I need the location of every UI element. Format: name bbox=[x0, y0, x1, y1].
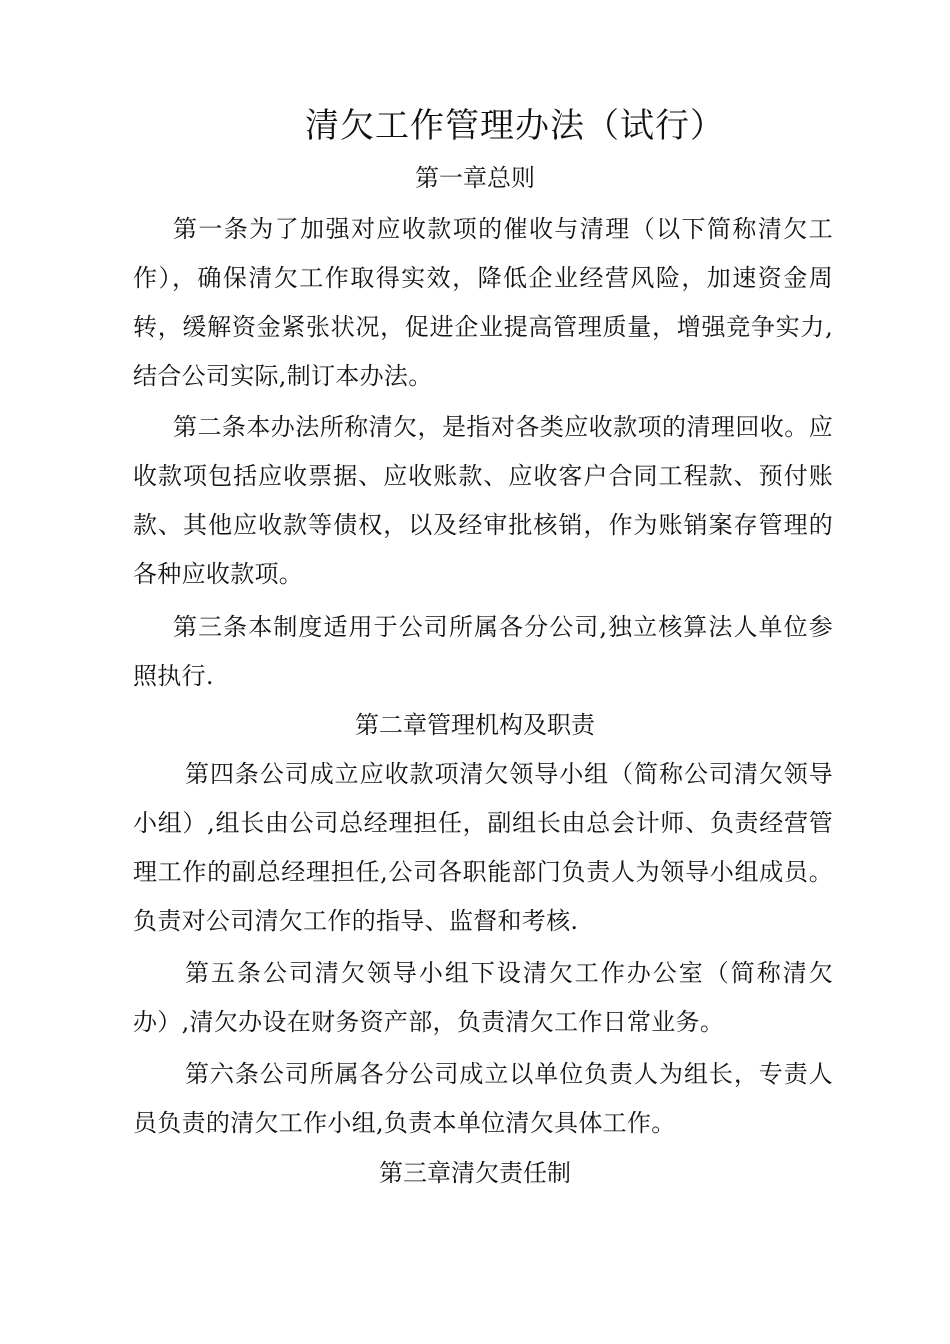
article-2: 第二条本办法所称清欠，是指对各类应收款项的清理回收。应收款项包括应收票据、应收账款、应收客户合同工程款、预付账款、其他应收款等债权，以及经审批核销，作为账销案存管理的各种应收款项。 bbox=[133, 413, 833, 588]
article-5: 第五条公司清欠领导小组下设清欠工作办公室（简称清欠办）,清欠办设在财务资产部，负责清欠工作日常业务。 bbox=[133, 959, 833, 1036]
document-title: 清欠工作管理办法（试行） bbox=[305, 106, 725, 146]
chapter-heading-2: 第二章管理机构及职责 bbox=[355, 711, 595, 739]
article-4: 第四条公司成立应收款项清欠领导小组（简称公司清欠领导小组）,组长由公司总经理担任，副组长由总会计师、负责经营管理工作的副总经理担任,公司各职能部门负责人为领导小组成员。负责对公司清欠工作的指导、监督和考核. bbox=[133, 760, 833, 935]
article-1: 第一条为了加强对应收款项的催收与清理（以下简称清欠工作），确保清欠工作取得实效，降低企业经营风险，加速资金周转，缓解资金紧张状况，促进企业提高管理质量，增强竞争实力,结合公司实际,制订本办法。 bbox=[133, 215, 833, 390]
chapter-heading-1: 第一章总则 bbox=[415, 164, 535, 192]
article-3: 第三条本制度适用于公司所属各分公司,独立核算法人单位参照执行. bbox=[133, 613, 833, 690]
chapter-heading-3: 第三章清欠责任制 bbox=[379, 1159, 571, 1187]
article-6: 第六条公司所属各分公司成立以单位负责人为组长，专责人员负责的清欠工作小组,负责本单位清欠具体工作。 bbox=[133, 1060, 833, 1137]
